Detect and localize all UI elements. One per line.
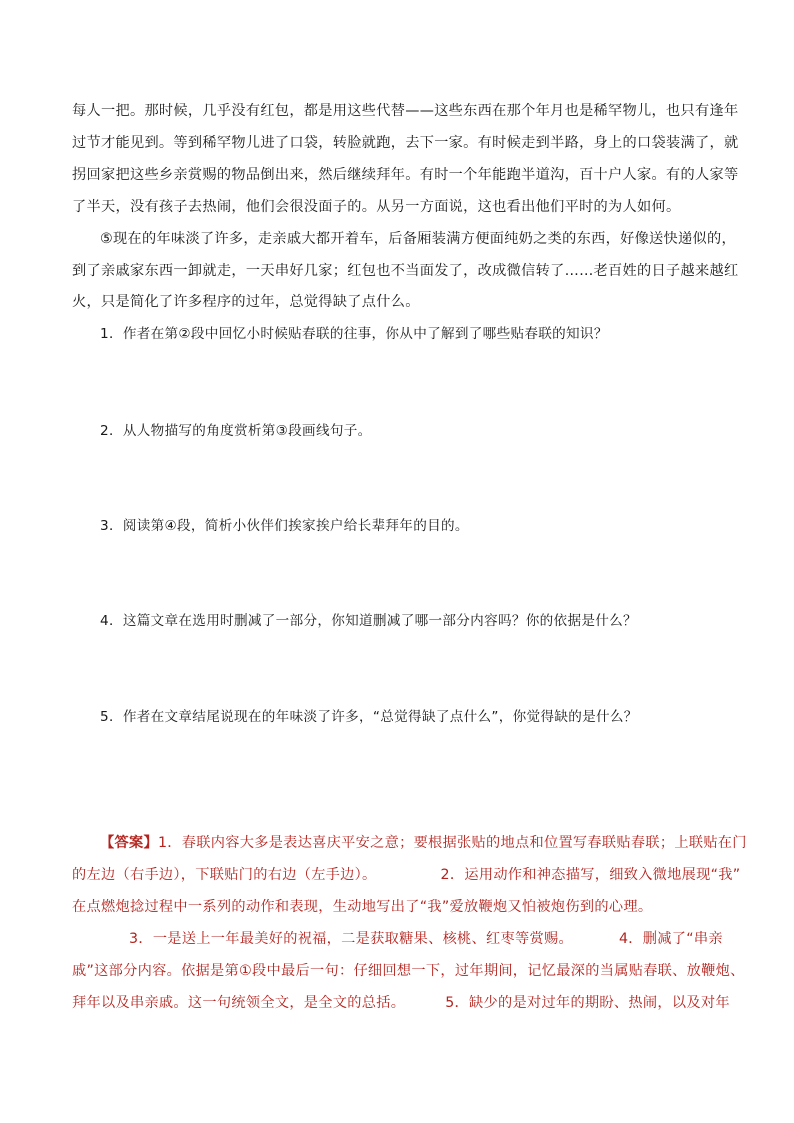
passage-line: 了半天，没有孩子去热闹，他们会很没面子的。从另一方面说，这也看出他们平时的为人如何。 <box>72 199 681 215</box>
answer-line <box>129 929 779 949</box>
answer-text: 3．一是送上一年最美好的祝福，二是获取糖果、核桃、红枣等赏赐。 <box>129 931 573 947</box>
answer-text: 1．春联内容大多是表达喜庆平安之意；要根据张贴的地点和位置写春联贴春联；上联贴在门 <box>157 835 747 851</box>
answer-line <box>72 865 741 885</box>
answer-label: 【答案】 <box>100 835 158 851</box>
answer-text: 5．缺少的是对过年的期盼、热闹，以及对年 <box>445 995 730 1011</box>
passage-line: 到了亲戚家东西一卸就走，一天串好几家；红包也不当面发了，改成微信转了……老百姓的日子越来越红 <box>72 263 739 279</box>
question-2: 2．从人物描写的角度赏析第③段画线句子。 <box>100 423 372 439</box>
question-1: 1．作者在第②段中回忆小时候贴春联的往事，你从中了解到了哪些贴春联的知识？ <box>100 326 608 342</box>
answer-text: 拜年以及串亲戚。这一句统领全文，是全文的总括。 <box>72 995 406 1011</box>
passage-line: 火，只是简化了许多程序的过年，总觉得缺了点什么。 <box>72 294 420 310</box>
answer-text: 4．删减了“串亲 <box>618 931 723 947</box>
question-5: 5．作者在文章结尾说现在的年味淡了许多，“总觉得缺了点什么”，你觉得缺的是什么？ <box>100 709 638 725</box>
passage-line: 拐回家把这些乡亲赏赐的物品倒出来，然后继续拜年。有时一个年能跑半道沟，百十户人家。有的人家等 <box>72 167 739 183</box>
answer-text: 2．运用动作和神态描写，细致入微地展现“我” <box>440 867 741 883</box>
passage-line: 过节才能见到。等到稀罕物儿进了口袋，转脸就跑，去下一家。有时候走到半路，身上的口袋装满了，就 <box>72 135 739 151</box>
passage-line: ⑤现在的年味淡了许多，走亲戚大都开着车，后备厢装满方便面纯奶之类的东西，好像送快递似的， <box>100 231 736 247</box>
answer-text: 的左边（右手边），下联贴门的右边（左手边）。 <box>72 867 377 883</box>
answer-line <box>100 833 750 853</box>
question-3: 3．阅读第④段，简析小伙伴们挨家挨户给长辈拜年的目的。 <box>100 518 469 534</box>
question-4: 4．这篇文章在选用时删减了一部分，你知道删减了哪一部分内容吗？你的依据是什么？ <box>100 613 637 629</box>
passage-line: 每人一把。那时候，几乎没有红包，都是用这些代替——这些东西在那个年月也是稀罕物儿，也只有逢年 <box>72 103 739 119</box>
answer-line: 在点燃炮捻过程中一系列的动作和表现，生动地写出了“我”爱放鞭炮又怕被炮伤到的心理。 <box>72 899 653 915</box>
answer-line: 戚”这部分内容。依据是第①段中最后一句：仔细回想一下，过年期间，记忆最深的当属贴春联、放鞭炮、 <box>72 963 745 979</box>
answer-line <box>72 993 730 1013</box>
